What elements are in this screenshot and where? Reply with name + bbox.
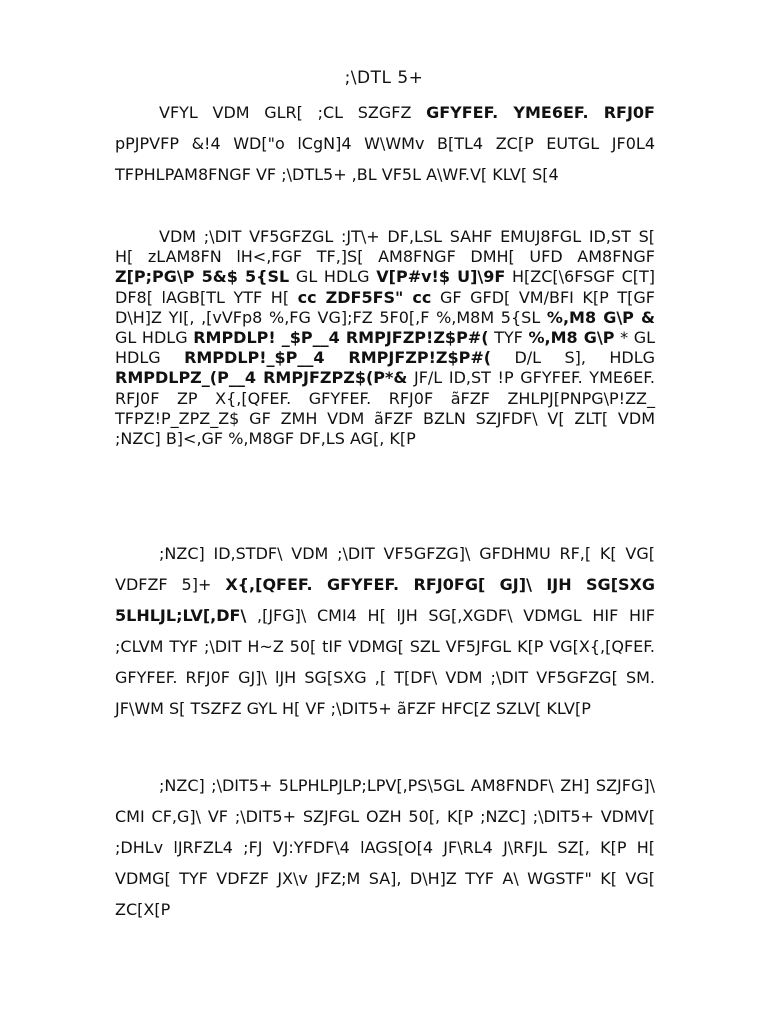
text-run: H[ZC[\6FSGF C[T] DF8[ lAGB[TL YTF H[ <box>115 267 656 307</box>
text-run: TYF <box>488 328 529 348</box>
bold-text-run: RMPDLP! _$P__4 RMPJFZP!Z$P#( <box>193 328 489 348</box>
bold-text-run: %,M8 G\P <box>528 328 615 348</box>
paragraph-3 <box>115 538 655 724</box>
text-run: VFYL VDM GLR[ ;CL SZGFZ <box>159 103 427 122</box>
paragraph-1 <box>115 97 655 190</box>
bold-text-run: X{,[QFEF. GFYFEF. RFJ0FG[ GJ]\ IJH SG[SXG 5LHLJL;LV[,DF\ <box>115 575 655 625</box>
bold-text-run: V[P#v!$ U]\9F <box>376 267 506 287</box>
text-run: GL HDLG <box>289 267 377 287</box>
bold-text-run: RMPDLPZ_(P__4 RMPJFZPZ$(P*& <box>115 368 408 388</box>
text-run: GF GFD[ VM/BFI K[P T[GF D\H]Z YI[, ,[vVFp8 %,FG VG];FZ 5F0[,F %,M8M 5{SL <box>115 287 655 327</box>
paragraph-2 <box>115 227 655 449</box>
text-run: D/L S], HDLG <box>491 348 656 368</box>
document-title: ;\DTL 5+ <box>344 68 424 88</box>
text-run: ,[JFG]\ CMI4 H[ lJH SG[,XGDF\ VDMGL HIF HIF ;CLVM TYF ;\DIT H~Z 50[ tIF VDMG[ SZL VF5JFGL K[P VG[X{,[QFEF. GFYFEF. RFJ0F GJ]\ lJH SG[SXG ,[ T[DF\ VDM ;\DIT VF5GFZG[ SM. JF\WM S[ TSZFZ GYL H[ VF ;\DIT5+ ãFZF HFC[Z SZLV[ KLV[P <box>115 606 655 718</box>
bold-text-run: cc ZDF5FS" cc <box>297 287 432 307</box>
text-run: JF/L ID,ST !P GFYFEF. YME6EF. RFJ0F ZP X{,[QFEF. GFYFEF. RFJ0F ãFZF ZHLPJ[PNPG\P!ZZ_ TFPZ!P_ZPZ_Z$ GF ZMH VDM ãFZF BZLN SZJFDF\ V[ ZLT[ VDM ;NZC] B]<,GF %,M8GF DF,LS AG[, K[P <box>115 368 655 449</box>
text-run: * GL HDLG <box>115 328 656 368</box>
bold-text-run: RMPDLP!_$P__4 RMPJFZP!Z$P#( <box>184 348 492 368</box>
text-run: ;NZC] ;\DIT5+ 5LPHLPJLP;LPV[,PS\5GL AM8FNDF\ ZH] SZJFG]\ CMI CF,G]\ VF ;\DIT5+ SZJFGL OZH 50[, K[P ;NZC] ;\DIT5+ VDMV[ ;DHLv lJRFZL4 ;FJ VJ:YFDF\4 lAGS[O[4 JF\RL4 J\RFJL SZ[, K[P H[ VDMG[ TYF VDFZF JX\v JFZ;M SA], D\H]Z TYF A\ WGSTF" K[ VG[ ZC[X[P <box>115 776 655 919</box>
bold-text-run: Z[P;PG\P 5&$ 5{SL <box>115 267 290 287</box>
bold-text-run: GFYFEF. YME6EF. RFJ0F <box>426 103 655 122</box>
paragraph-4 <box>115 770 655 925</box>
text-run: pPJPVFP &!4 WD["o lCgN]4 W\WMv B[TL4 ZC[P EUTGL JF0L4 TFPHLPAM8FNGF VF ;\DTL5+ ,BL VF5L A\WF.V[ KLV[ S[4 <box>115 134 655 184</box>
text-run: GL HDLG <box>115 328 194 348</box>
text-run: ;NZC] ID,STDF\ VDM ;\DIT VF5GFZG]\ GFDHMU RF,[ K[ VG[ VDFZF 5]+ <box>115 544 655 594</box>
text-run: VDM ;\DIT VF5GFZGL :JT\+ DF,LSL SAHF EMUJ8FGL ID,ST S[ H[ zLAM8FN lH<,FGF TF,]S[ AM8FNGF DMH[ UFD AM8FNGF <box>115 227 655 267</box>
bold-text-run: %,M8 G\P & <box>546 307 655 327</box>
